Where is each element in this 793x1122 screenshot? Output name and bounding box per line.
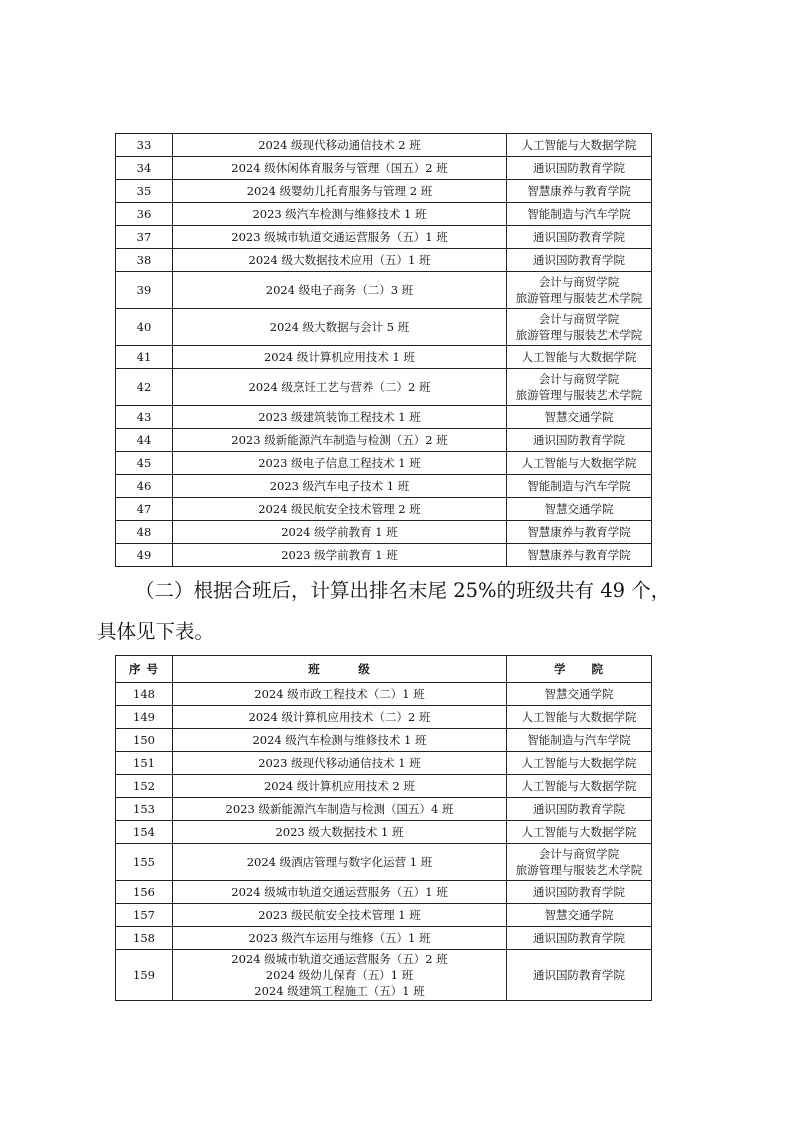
college-name: 旅游管理与服装艺术学院: [515, 291, 643, 305]
table-body: [116, 134, 652, 567]
college-name: 人工智能与大数据学院: [521, 138, 637, 152]
class-name-cell: [173, 706, 507, 729]
college-name: 智慧康养与教育学院: [527, 525, 631, 539]
college-name-cell: [507, 203, 652, 226]
class-table-continued: [115, 133, 652, 567]
row-number: 42: [116, 369, 173, 406]
class-name-cell: [173, 729, 507, 752]
college-name: 通识国防教育学院: [533, 253, 625, 267]
college-name-cell: [507, 775, 652, 798]
table-row: [116, 309, 652, 346]
class-name-cell: [173, 904, 507, 927]
table-row: [116, 798, 652, 821]
college-name-cell: [507, 544, 652, 567]
class-name-cell: [173, 544, 507, 567]
table-row: [116, 683, 652, 706]
table-row: [116, 452, 652, 475]
college-name-cell: [507, 798, 652, 821]
college-name-cell: [507, 683, 652, 706]
table-row: [116, 775, 652, 798]
row-number: 36: [116, 203, 173, 226]
class-name-cell: [173, 346, 507, 369]
table-row: [116, 881, 652, 904]
row-number: 153: [116, 798, 173, 821]
row-number: 33: [116, 134, 173, 157]
row-number: 151: [116, 752, 173, 775]
college-name: 通识国防教育学院: [533, 161, 625, 175]
row-number: 154: [116, 821, 173, 844]
row-number: 48: [116, 521, 173, 544]
class-name-cell: [173, 249, 507, 272]
row-number: 152: [116, 775, 173, 798]
class-name-cell: [173, 134, 507, 157]
row-number: 149: [116, 706, 173, 729]
row-number: 150: [116, 729, 173, 752]
row-number: 39: [116, 272, 173, 309]
college-name-cell: [507, 452, 652, 475]
college-name: 通识国防教育学院: [533, 802, 625, 816]
table-row: [116, 544, 652, 567]
table-row: [116, 429, 652, 452]
college-name: 智慧交通学院: [544, 687, 614, 701]
college-name-cell: [507, 134, 652, 157]
class-name: 2023 级城市轨道交通运营服务（五）1 班: [231, 230, 448, 244]
row-number: 43: [116, 406, 173, 429]
college-name: 智能制造与汽车学院: [527, 479, 631, 493]
college-name: 旅游管理与服装艺术学院: [515, 328, 643, 342]
class-name-cell: [173, 406, 507, 429]
table-row: [116, 904, 652, 927]
class-name: 2023 级新能源汽车制造与检测（国五）4 班: [225, 802, 454, 816]
row-number: 155: [116, 844, 173, 881]
class-name: 2024 级休闲体育服务与管理（国五）2 班: [231, 161, 448, 175]
college-name-cell: [507, 475, 652, 498]
row-number: 37: [116, 226, 173, 249]
college-name: 通识国防教育学院: [533, 931, 625, 945]
college-name: 智慧交通学院: [544, 410, 614, 424]
class-name: 2023 级现代移动通信技术 1 班: [258, 756, 421, 770]
class-name-cell: [173, 927, 507, 950]
table-row: [116, 521, 652, 544]
class-name-cell: [173, 683, 507, 706]
row-number: 159: [116, 950, 173, 1001]
row-number: 47: [116, 498, 173, 521]
row-number: 157: [116, 904, 173, 927]
class-name: 2024 级计算机应用技术 2 班: [263, 779, 416, 793]
class-name: 2024 级民航安全技术管理 2 班: [258, 502, 421, 516]
college-name-cell: [507, 157, 652, 180]
table-row: [116, 498, 652, 521]
college-name-cell: [507, 406, 652, 429]
class-name-cell: [173, 521, 507, 544]
section-paragraph-line1: （二）根据合班后，计算出排名末尾 25%的班级共有 49 个，: [135, 579, 671, 602]
class-name: 2024 级酒店管理与数字化运营 1 班: [246, 855, 433, 869]
row-number: 158: [116, 927, 173, 950]
class-name: 2024 级汽车检测与维修技术 1 班: [252, 733, 427, 747]
class-name-cell: [173, 798, 507, 821]
table-row: [116, 927, 652, 950]
class-name-cell: [173, 775, 507, 798]
college-name: 通识国防教育学院: [533, 885, 625, 899]
college-name-cell: [507, 180, 652, 203]
class-name: 2024 级烹饪工艺与营养（二）2 班: [248, 380, 431, 394]
college-name-cell: [507, 498, 652, 521]
class-name: 2024 级市政工程技术（二）1 班: [254, 687, 425, 701]
class-name-cell: [173, 180, 507, 203]
college-name: 旅游管理与服装艺术学院: [515, 388, 643, 402]
college-name-cell: [507, 752, 652, 775]
class-name-cell: [173, 752, 507, 775]
header-number: 序 号: [116, 656, 173, 683]
table-row: [116, 475, 652, 498]
college-name: 通识国防教育学院: [533, 968, 625, 982]
college-name: 智能制造与汽车学院: [527, 733, 631, 747]
class-name: 2024 级城市轨道交通运营服务（五）1 班: [231, 885, 448, 899]
class-name: 2023 级汽车运用与维修（五）1 班: [248, 931, 431, 945]
college-name: 会计与商贸学院: [538, 372, 620, 386]
class-name-cell: [173, 821, 507, 844]
class-name: 2023 级民航安全技术管理 1 班: [258, 908, 421, 922]
college-name-cell: [507, 844, 652, 881]
class-name-cell: [173, 881, 507, 904]
row-number: 148: [116, 683, 173, 706]
college-name-cell: [507, 950, 652, 1001]
college-name: 人工智能与大数据学院: [521, 756, 637, 770]
college-name: 智慧康养与教育学院: [527, 548, 631, 562]
row-number: 35: [116, 180, 173, 203]
class-name: 2023 级电子信息工程技术 1 班: [258, 456, 421, 470]
class-name: 2023 级建筑装饰工程技术 1 班: [258, 410, 421, 424]
class-name: 2024 级现代移动通信技术 2 班: [258, 138, 421, 152]
header-class: 班 级: [173, 656, 507, 683]
college-name: 人工智能与大数据学院: [521, 825, 637, 839]
college-name-cell: [507, 346, 652, 369]
college-name-cell: [507, 927, 652, 950]
class-name: 2023 级学前教育 1 班: [281, 548, 398, 562]
table-row: [116, 226, 652, 249]
college-name: 人工智能与大数据学院: [521, 779, 637, 793]
college-name-cell: [507, 904, 652, 927]
table-row: [116, 249, 652, 272]
college-name: 人工智能与大数据学院: [521, 350, 637, 364]
table-row: [116, 346, 652, 369]
class-name: 2023 级大数据技术 1 班: [275, 825, 404, 839]
table-row: [116, 203, 652, 226]
college-name: 会计与商贸学院: [538, 847, 620, 861]
class-name-cell: [173, 950, 507, 1001]
college-name: 旅游管理与服装艺术学院: [515, 863, 643, 877]
class-name: 2024 级大数据与会计 5 班: [269, 320, 410, 334]
table-body: [116, 683, 652, 1001]
class-name: 2023 级汽车检测与维修技术 1 班: [252, 207, 427, 221]
class-name-cell: [173, 844, 507, 881]
college-name: 智慧交通学院: [544, 908, 614, 922]
class-name-cell: [173, 369, 507, 406]
college-name: 通识国防教育学院: [533, 230, 625, 244]
college-name: 智慧康养与教育学院: [527, 184, 631, 198]
class-name: 2023 级新能源汽车制造与检测（五）2 班: [231, 433, 448, 447]
class-name-cell: [173, 498, 507, 521]
college-name: 人工智能与大数据学院: [521, 456, 637, 470]
row-number: 49: [116, 544, 173, 567]
class-name-cell: [173, 429, 507, 452]
bottom-25-percent-table: [115, 655, 652, 1001]
college-name-cell: [507, 729, 652, 752]
college-name-cell: [507, 272, 652, 309]
college-name-cell: [507, 429, 652, 452]
table-row: [116, 272, 652, 309]
college-name-cell: [507, 249, 652, 272]
row-number: 41: [116, 346, 173, 369]
college-name: 智慧交通学院: [544, 502, 614, 516]
class-name-cell: [173, 309, 507, 346]
college-name: 通识国防教育学院: [533, 433, 625, 447]
college-name: 智能制造与汽车学院: [527, 207, 631, 221]
row-number: 45: [116, 452, 173, 475]
college-name-cell: [507, 369, 652, 406]
class-name-cell: [173, 157, 507, 180]
class-name: 2024 级学前教育 1 班: [281, 525, 398, 539]
class-name: 2023 级汽车电子技术 1 班: [269, 479, 410, 493]
table-row: [116, 821, 652, 844]
class-name: 2024 级城市轨道交通运营服务（五）2 班: [231, 952, 448, 966]
section-paragraph-line2: 具体见下表。: [97, 620, 215, 643]
class-name: 2024 级幼儿保育（五）1 班: [265, 968, 414, 982]
class-name: 2024 级婴幼儿托育服务与管理 2 班: [246, 184, 433, 198]
college-name-cell: [507, 706, 652, 729]
table-row: [116, 157, 652, 180]
college-name-cell: [507, 226, 652, 249]
table-row: [116, 729, 652, 752]
table-row: [116, 134, 652, 157]
college-name-cell: [507, 521, 652, 544]
college-name-cell: [507, 309, 652, 346]
college-name-cell: [507, 881, 652, 904]
college-name: 会计与商贸学院: [538, 275, 620, 289]
row-number: 38: [116, 249, 173, 272]
row-number: 34: [116, 157, 173, 180]
class-name: 2024 级建筑工程施工（五）1 班: [254, 984, 425, 998]
class-name-cell: [173, 452, 507, 475]
row-number: 44: [116, 429, 173, 452]
class-name: 2024 级大数据技术应用（五）1 班: [248, 253, 431, 267]
table-row: [116, 180, 652, 203]
college-name: 会计与商贸学院: [538, 312, 620, 326]
class-name: 2024 级电子商务（二）3 班: [265, 283, 414, 297]
class-name-cell: [173, 226, 507, 249]
class-name-cell: [173, 475, 507, 498]
college-name-cell: [507, 821, 652, 844]
college-name: 人工智能与大数据学院: [521, 710, 637, 724]
table-row: [116, 752, 652, 775]
row-number: 40: [116, 309, 173, 346]
class-name-cell: [173, 272, 507, 309]
class-name-cell: [173, 203, 507, 226]
table-row: [116, 844, 652, 881]
header-college: 学 院: [507, 656, 652, 683]
table-row: [116, 706, 652, 729]
row-number: 156: [116, 881, 173, 904]
table-header: [116, 656, 652, 683]
table-row: [116, 950, 652, 1001]
row-number: 46: [116, 475, 173, 498]
table-row: [116, 406, 652, 429]
class-name: 2024 级计算机应用技术 1 班: [263, 350, 416, 364]
table-row: [116, 369, 652, 406]
class-name: 2024 级计算机应用技术（二）2 班: [248, 710, 431, 724]
